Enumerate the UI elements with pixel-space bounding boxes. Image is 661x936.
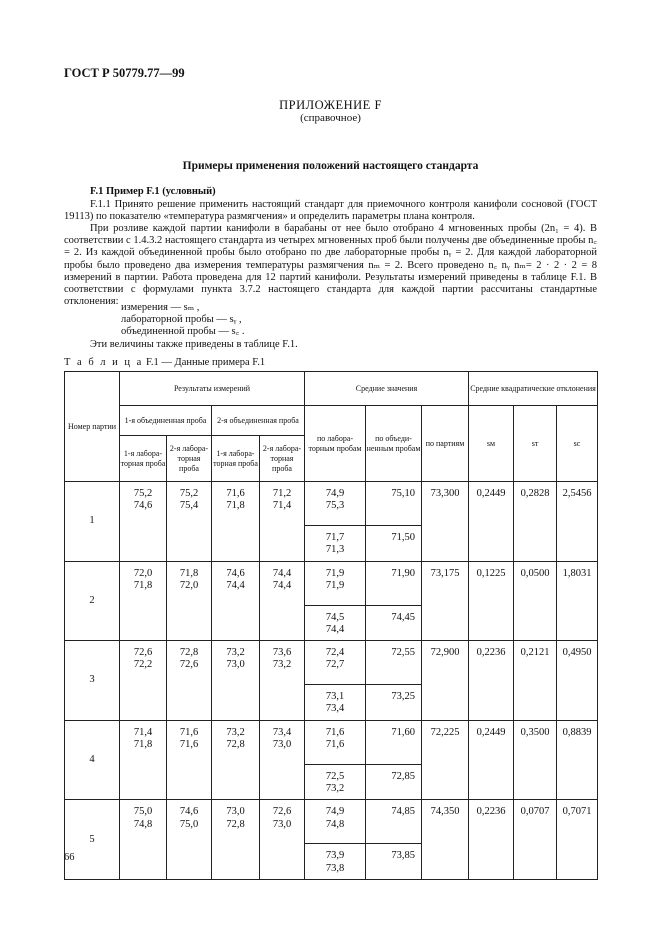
sm-cell: 0,1225 xyxy=(469,561,514,641)
measurement-cell: 71,8 72,0 xyxy=(167,561,212,641)
list-item: измерения — sₘ , xyxy=(121,302,200,313)
lab-mean-cell: 73,1 73,4 xyxy=(305,685,366,721)
paragraph-1: F.1.1 Принято решение применить настоящий стандарт для приемочного контроля канифоли сосновой (ГОСТ 19113) по показателю «температура размягчения» и определить параметры плана контроля. xyxy=(64,199,597,223)
batch-mean-cell: 72,900 xyxy=(422,641,469,721)
batch-number-cell: 5 xyxy=(65,800,120,880)
header-combined-1: 1-я объединенная проба xyxy=(120,406,212,436)
measurement-cell: 73,2 72,8 xyxy=(212,720,260,800)
measurement-cell: 75,0 74,8 xyxy=(120,800,167,880)
st-cell: 0,3500 xyxy=(514,720,557,800)
table-caption-prefix: Т а б л и ц а xyxy=(64,357,144,368)
combined-mean-cell: 73,85 xyxy=(366,844,422,880)
measurement-cell: 71,2 71,4 xyxy=(260,482,305,562)
lab-mean-cell: 71,6 71,6 xyxy=(305,720,366,764)
header-combined-2: 2-я объединенная проба xyxy=(212,406,305,436)
measurement-cell: 71,4 71,8 xyxy=(120,720,167,800)
sm-cell: 0,2449 xyxy=(469,482,514,562)
measurement-cell: 75,2 74,6 xyxy=(120,482,167,562)
measurement-cell: 72,0 71,8 xyxy=(120,561,167,641)
measurement-cell: 72,6 73,0 xyxy=(260,800,305,880)
lab-mean-cell: 74,5 74,4 xyxy=(305,605,366,641)
sm-cell: 0,2236 xyxy=(469,800,514,880)
appendix-subtitle: (справочное) xyxy=(300,112,361,124)
header-by-batch: по партиям xyxy=(422,406,469,482)
measurement-cell: 73,0 72,8 xyxy=(212,800,260,880)
batch-mean-cell: 72,225 xyxy=(422,720,469,800)
std-dev-list xyxy=(121,302,245,339)
header-by-combined: по объеди-ненным пробам xyxy=(366,406,422,482)
header-means: Средние значения xyxy=(305,372,469,406)
lab-mean-cell: 72,5 73,2 xyxy=(305,764,366,800)
sc-cell: 0,7071 xyxy=(557,800,598,880)
combined-mean-cell: 74,45 xyxy=(366,605,422,641)
appendix-title: ПРИЛОЖЕНИЕ F xyxy=(279,98,382,112)
measurement-cell: 74,6 75,0 xyxy=(167,800,212,880)
lab-mean-cell: 74,9 75,3 xyxy=(305,482,366,526)
batch-number-cell: 2 xyxy=(65,561,120,641)
table-row xyxy=(65,720,598,764)
header-lab-1: 1-я лабора-торная проба xyxy=(120,436,167,482)
batch-mean-cell: 73,300 xyxy=(422,482,469,562)
combined-mean-cell: 72,85 xyxy=(366,764,422,800)
header-by-lab: по лабора-торным пробам xyxy=(305,406,366,482)
combined-mean-cell: 71,90 xyxy=(366,561,422,605)
header-std-dev: Средние квадратические отклонения xyxy=(469,372,598,406)
header-lab-2: 2-я лабора-торная проба xyxy=(260,436,305,482)
st-cell: 0,0500 xyxy=(514,561,557,641)
list-item: лабораторной пробы — sᵧ , xyxy=(121,314,242,326)
lab-mean-cell: 74,9 74,8 xyxy=(305,800,366,844)
combined-mean-cell: 73,25 xyxy=(366,685,422,721)
measurement-cell: 74,6 74,4 xyxy=(212,561,260,641)
combined-mean-cell: 74,85 xyxy=(366,800,422,844)
table-caption xyxy=(64,357,265,368)
measurement-cell: 73,2 73,0 xyxy=(212,641,260,721)
header-lab-2: 2-я лабора-торная проба xyxy=(167,436,212,482)
lab-mean-cell: 72,4 72,7 xyxy=(305,641,366,685)
table-caption-text: F.1 — Данные примера F.1 xyxy=(145,357,266,368)
sm-cell: 0,2236 xyxy=(469,641,514,721)
combined-mean-cell: 75,10 xyxy=(366,482,422,526)
paragraph-2: При розливе каждой партии канифоли в барабаны от нее было отобрано 4 мгновенных пробы (2n₁ = 4). В соответствии с 1.4.3.2 настоящего стандарта из четырех мгновенных проб были получены две объединенные пробы n꜀ = 2. Из каждой объединенной пробы было отобрано по две лабораторные пробы nᵧ = 2. Для каждой лабораторной пробы было проведено два измерения температуры размягчения nₘ = 2. Всего проведено n꜀ nᵧ nₘ= 2 · 2 · 2 = 8 измерений в партии. Работа проведена для 12 партий канифоли. Результаты измерений приведены в таблице F.1. В соответствии с формулами пункта 3.7.2 настоящего стандарта для каждой партии рассчитаны стандартные отклонения: xyxy=(64,223,597,308)
measurement-cell: 72,8 72,6 xyxy=(167,641,212,721)
header-st: sт xyxy=(514,406,557,482)
sm-cell: 0,2449 xyxy=(469,720,514,800)
header-results: Результаты измерений xyxy=(120,372,305,406)
lab-mean-cell: 71,9 71,9 xyxy=(305,561,366,605)
batch-number-cell: 3 xyxy=(65,641,120,721)
list-item: объединенной пробы — s꜀ . xyxy=(121,326,245,338)
sc-cell: 2,5456 xyxy=(557,482,598,562)
st-cell: 0,2121 xyxy=(514,641,557,721)
paragraph-3: Эти величины также приведены в таблице F.1. xyxy=(90,339,298,350)
measurement-cell: 71,6 71,6 xyxy=(167,720,212,800)
page-header: ГОСТ Р 50779.77—99 xyxy=(64,66,185,80)
table-row xyxy=(65,800,598,844)
header-batch-no: Номер партии xyxy=(65,372,120,482)
measurement-cell: 71,6 71,8 xyxy=(212,482,260,562)
table-row xyxy=(65,561,598,605)
st-cell: 0,2828 xyxy=(514,482,557,562)
batch-mean-cell: 74,350 xyxy=(422,800,469,880)
section-title: Примеры применения положений настоящего стандарта xyxy=(182,160,479,172)
batch-number-cell: 1 xyxy=(65,482,120,562)
lab-mean-cell: 73,9 73,8 xyxy=(305,844,366,880)
combined-mean-cell: 71,50 xyxy=(366,526,422,562)
header-sc: sс xyxy=(557,406,598,482)
header-lab-1: 1-я лабора-торная проба xyxy=(212,436,260,482)
example-heading: F.1 Пример F.1 (условный) xyxy=(90,186,216,197)
combined-mean-cell: 72,55 xyxy=(366,641,422,685)
measurement-cell: 75,2 75,4 xyxy=(167,482,212,562)
page-number: 66 xyxy=(64,852,75,863)
table-row xyxy=(65,641,598,685)
header-sm: sм xyxy=(469,406,514,482)
data-table xyxy=(64,371,598,880)
measurement-cell: 74,4 74,4 xyxy=(260,561,305,641)
batch-mean-cell: 73,175 xyxy=(422,561,469,641)
lab-mean-cell: 71,7 71,3 xyxy=(305,526,366,562)
measurement-cell: 73,4 73,0 xyxy=(260,720,305,800)
batch-number-cell: 4 xyxy=(65,720,120,800)
measurement-cell: 73,6 73,2 xyxy=(260,641,305,721)
table-row xyxy=(65,482,598,526)
st-cell: 0,0707 xyxy=(514,800,557,880)
sc-cell: 0,4950 xyxy=(557,641,598,721)
sc-cell: 0,8839 xyxy=(557,720,598,800)
combined-mean-cell: 71,60 xyxy=(366,720,422,764)
measurement-cell: 72,6 72,2 xyxy=(120,641,167,721)
sc-cell: 1,8031 xyxy=(557,561,598,641)
